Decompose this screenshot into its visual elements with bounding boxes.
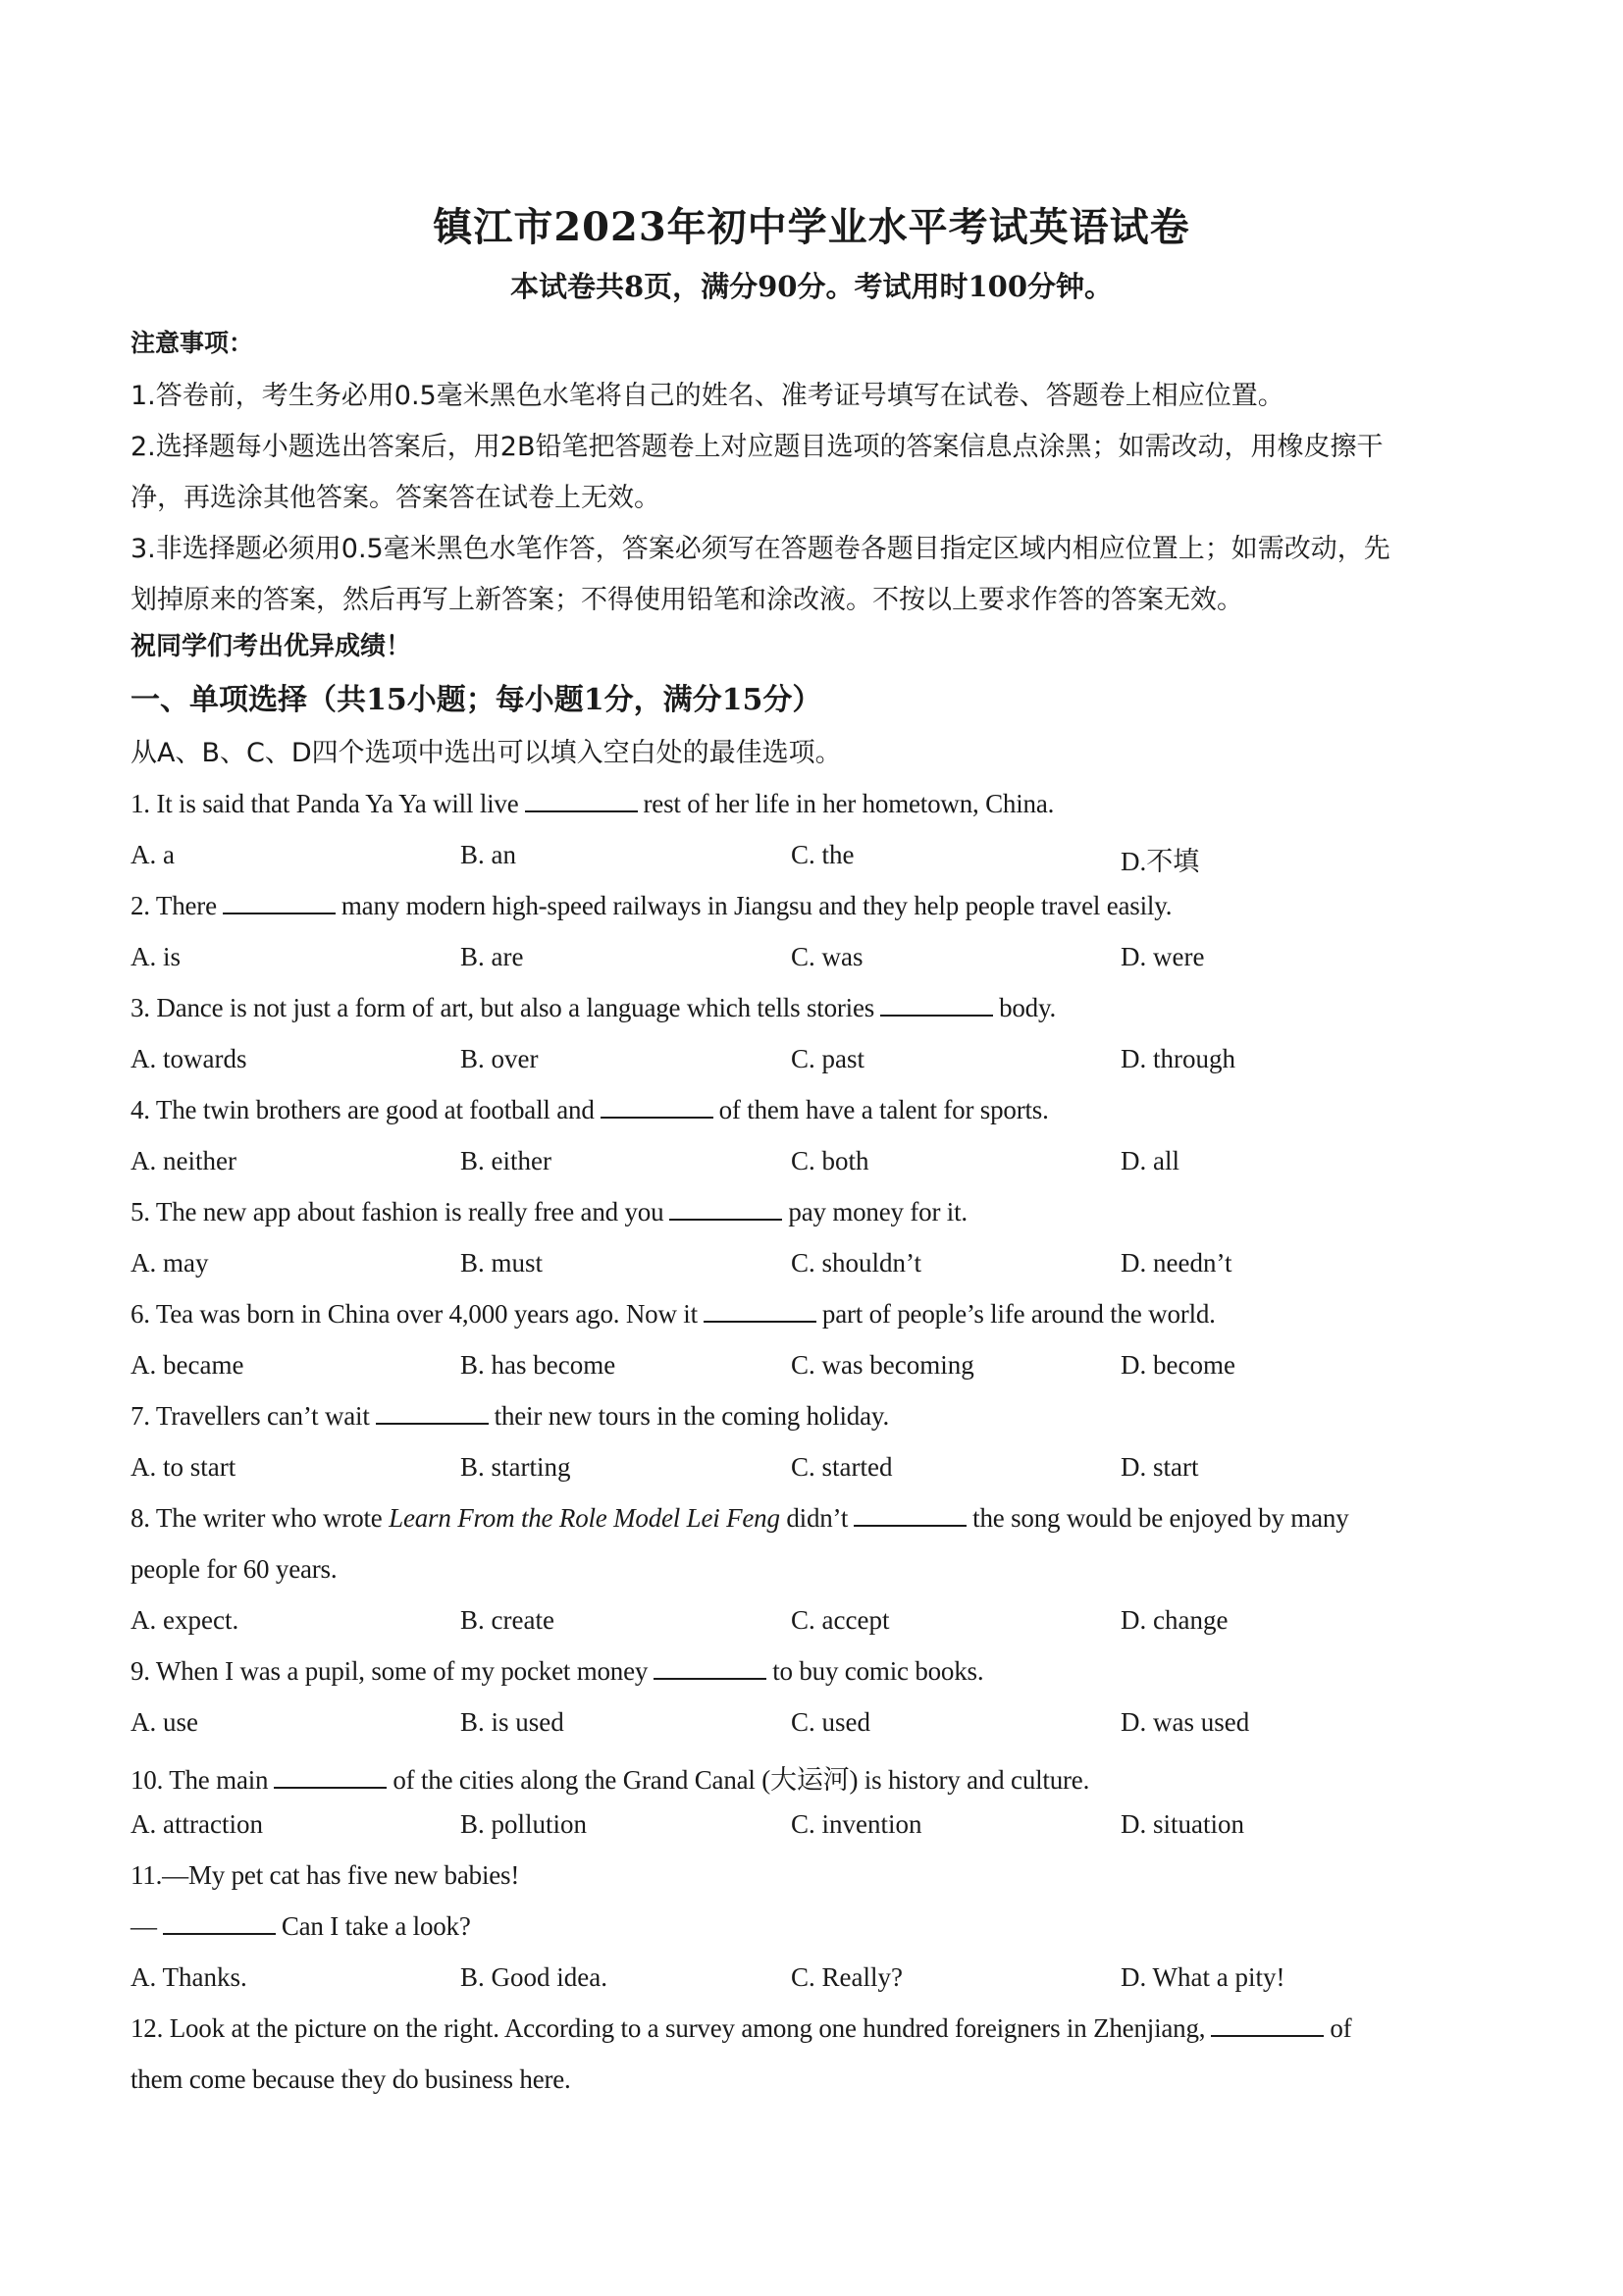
option-a: A. expect. <box>131 1605 239 1635</box>
question-8-line-2: people for 60 years. <box>131 1554 338 1584</box>
question-text: of <box>1330 2013 1352 2043</box>
question-text: body. <box>999 993 1057 1022</box>
question-text: their new tours in the coming holiday. <box>494 1401 889 1431</box>
option-a: A. a <box>131 840 175 869</box>
option-a: A. attraction <box>131 1809 263 1839</box>
answer-blank <box>376 1401 489 1425</box>
question-2 <box>131 891 1504 921</box>
answer-blank <box>525 789 638 812</box>
option-d: D.不填 <box>1121 847 1200 876</box>
option-c: C. was becoming <box>791 1350 974 1380</box>
question-text: 7. Travellers can’t wait <box>131 1401 370 1431</box>
option-d: D. all <box>1121 1146 1179 1175</box>
question-9 <box>131 1656 1504 1687</box>
option-d: D. start <box>1121 1452 1199 1482</box>
option-a: A. to start <box>131 1452 236 1482</box>
question-text: Can I take a look? <box>281 1911 471 1941</box>
option-c: C. the <box>791 840 855 869</box>
question-text: 10. The main <box>131 1765 269 1795</box>
question-text: 1. It is said that Panda Ya Ya will live <box>131 789 519 818</box>
option-b: B. has become <box>460 1350 616 1380</box>
option-a: A. neither <box>131 1146 236 1175</box>
answer-blank <box>1211 2013 1324 2037</box>
good-luck-wish: 祝同学们考出优异成绩！ <box>131 632 412 661</box>
question-text: to buy comic books. <box>772 1656 984 1686</box>
option-b: B. are <box>460 942 524 971</box>
question-11-line-2 <box>131 1911 1504 1942</box>
option-d: D. was used <box>1121 1707 1250 1737</box>
option-a: A. may <box>131 1248 209 1278</box>
option-b: B. create <box>460 1605 554 1635</box>
answer-blank <box>854 1503 967 1527</box>
option-c: C. invention <box>791 1809 922 1839</box>
question-8 <box>131 1503 1504 1534</box>
option-d: D. What a pity! <box>1121 1962 1285 1992</box>
page-subtitle: 本试卷共8页，满分90分。考试用时100分钟。 <box>509 270 1114 303</box>
book-title: Learn From the Role Model Lei Feng <box>389 1503 780 1533</box>
option-b: B. either <box>460 1146 551 1175</box>
question-text: 6. Tea was born in China over 4,000 years ago. Now it <box>131 1299 698 1329</box>
option-c: C. was <box>791 942 864 971</box>
question-12 <box>131 2013 1504 2044</box>
question-3 <box>131 993 1504 1023</box>
option-a: A. Thanks. <box>131 1962 247 1992</box>
question-text: pay money for it. <box>788 1197 968 1226</box>
answer-blank <box>163 1911 276 1935</box>
option-d: D. become <box>1121 1350 1235 1380</box>
question-text: 5. The new app about fashion is really free and you <box>131 1197 664 1226</box>
option-a: A. towards <box>131 1044 247 1073</box>
notice-heading: 注意事项： <box>131 329 254 357</box>
option-b: B. is used <box>460 1707 564 1737</box>
option-b: B. over <box>460 1044 539 1073</box>
option-d: D. situation <box>1121 1809 1244 1839</box>
answer-blank <box>223 891 336 914</box>
question-text: of them have a talent for sports. <box>718 1095 1049 1124</box>
option-d: D. needn’t <box>1121 1248 1232 1278</box>
question-text: 3. Dance is not just a form of art, but also a language which tells stories <box>131 993 875 1022</box>
question-text: 8. The writer who wrote <box>131 1503 383 1533</box>
question-text: 4. The twin brothers are good at football and <box>131 1095 595 1124</box>
question-text: didn’t <box>786 1503 849 1533</box>
answer-blank <box>601 1095 713 1119</box>
question-text: — <box>131 1911 157 1941</box>
question-text: 2. There <box>131 891 217 920</box>
option-d: D. through <box>1121 1044 1235 1073</box>
option-b: B. must <box>460 1248 544 1278</box>
answer-blank <box>274 1765 387 1789</box>
option-c: C. shouldn’t <box>791 1248 922 1278</box>
option-d: D. were <box>1121 942 1205 971</box>
question-text: part of people’s life around the world. <box>821 1299 1216 1329</box>
question-12-line-2: them come because they do business here. <box>131 2064 571 2094</box>
option-a: A. became <box>131 1350 244 1380</box>
answer-blank <box>704 1299 816 1323</box>
option-b: B. starting <box>460 1452 571 1482</box>
question-4 <box>131 1095 1504 1125</box>
option-c: C. both <box>791 1146 869 1175</box>
question-7 <box>131 1401 1504 1432</box>
question-1 <box>131 789 1504 819</box>
notice-item-2-line-2: 净，再选涂其他答案。答案答在试卷上无效。 <box>131 483 660 513</box>
option-c: C. used <box>791 1707 870 1737</box>
question-5 <box>131 1197 1504 1227</box>
page-title: 镇江市2023年初中学业水平考试英语试卷 <box>433 204 1190 250</box>
notice-item-3-line-2: 划掉原来的答案，然后再写上新答案；不得使用铅笔和涂改液。不按以上要求作答的答案无效。 <box>131 585 1243 615</box>
answer-blank <box>880 993 993 1017</box>
notice-item-3-line-1: 3.非选择题必须用0.5毫米黑色水笔作答，答案必须写在答题卷各题目指定区域内相应位置上；如需改动，先 <box>131 534 1390 564</box>
option-b: B. an <box>460 840 516 869</box>
option-b: B. pollution <box>460 1809 588 1839</box>
question-6 <box>131 1299 1504 1330</box>
section-instruction: 从A、B、C、D四个选项中选出可以填入空白处的最佳选项。 <box>131 738 842 768</box>
question-text: many modern high-speed railways in Jiangsu and they help people travel easily. <box>340 891 1173 920</box>
option-a: A. use <box>131 1707 198 1737</box>
question-text: 9. When I was a pupil, some of my pocket money <box>131 1656 649 1686</box>
question-10 <box>131 1758 1504 1797</box>
section-heading: 一、单项选择（共15小题；每小题1分，满分15分） <box>131 683 822 717</box>
option-a: A. is <box>131 942 182 971</box>
option-b: B. Good idea. <box>460 1962 607 1992</box>
question-text: 12. Look at the picture on the right. According to a survey among one hundred foreigners in Zhenjiang, <box>131 2013 1206 2043</box>
question-text: of the cities along the Grand Canal (大运河) is history and culture. <box>393 1765 1090 1795</box>
answer-blank <box>654 1656 766 1680</box>
question-11: 11.—My pet cat has five new babies! <box>131 1860 520 1890</box>
question-text: rest of her life in her hometown, China. <box>643 789 1055 818</box>
option-d: D. change <box>1121 1605 1229 1635</box>
question-text: the song would be enjoyed by many <box>972 1503 1349 1533</box>
notice-item-1: 1.答卷前，考生务必用0.5毫米黑色水笔将自己的姓名、准考证号填写在试卷、答题卷上相应位置。 <box>131 381 1284 411</box>
option-c: C. accept <box>791 1605 890 1635</box>
answer-blank <box>669 1197 782 1221</box>
option-c: C. started <box>791 1452 893 1482</box>
option-c: C. Really? <box>791 1962 903 1992</box>
option-c: C. past <box>791 1044 865 1073</box>
notice-item-2-line-1: 2.选择题每小题选出答案后，用2B铅笔把答题卷上对应题目选项的答案信息点涂黑；如需改动，用橡皮擦干 <box>131 432 1384 462</box>
